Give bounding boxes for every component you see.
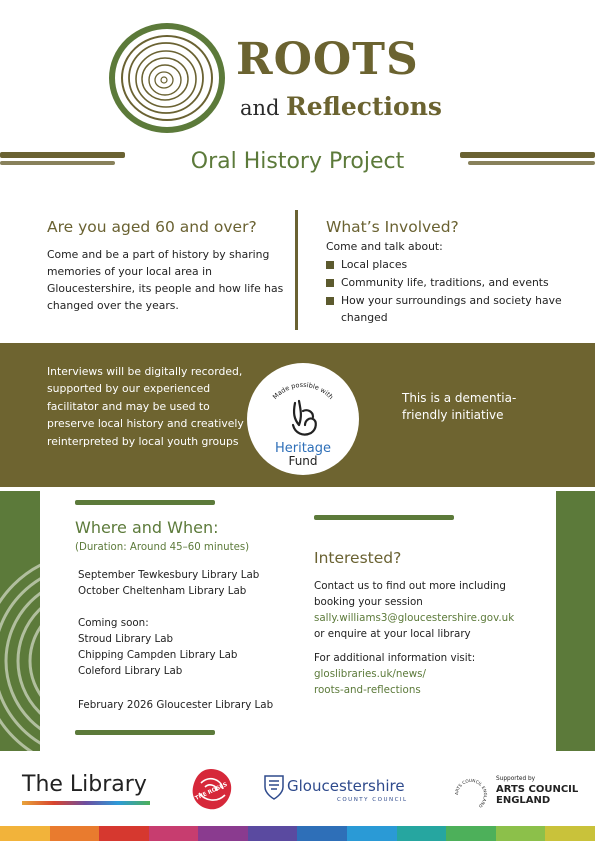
divider-stroke bbox=[314, 515, 454, 520]
rainbow-segment bbox=[446, 826, 496, 841]
bullet-square-icon bbox=[326, 279, 334, 287]
rainbow-segment bbox=[297, 826, 347, 841]
supported-by-text: Supported by bbox=[496, 776, 536, 782]
title-and: and bbox=[240, 96, 280, 120]
interested-heading: Interested? bbox=[314, 549, 402, 567]
arts-council-name: ARTS COUNCIL ENGLAND bbox=[496, 784, 579, 806]
divider-stroke-left-2 bbox=[0, 161, 115, 165]
schedule-line: February 2026 Gloucester Library Lab bbox=[78, 699, 274, 711]
enquire-text: or enquire at your local library bbox=[314, 628, 471, 640]
rainbow-segment bbox=[248, 826, 298, 841]
rainbow-footer-bar bbox=[0, 826, 595, 841]
list-item: Community life, traditions, and events bbox=[326, 274, 576, 291]
the-library-logo: The Library bbox=[22, 772, 147, 797]
email-link[interactable]: sally.williams3@gloucestershire.gov.uk bbox=[314, 612, 515, 624]
svg-text:Made possible with: Made possible with bbox=[271, 380, 335, 402]
contact-block bbox=[314, 578, 549, 698]
url-link-line2[interactable]: roots-and-reflections bbox=[314, 684, 421, 696]
rainbow-segment bbox=[347, 826, 397, 841]
subtitle: Oral History Project bbox=[190, 149, 405, 174]
decorative-rings-left bbox=[0, 491, 40, 751]
heritage-fund-logo bbox=[247, 363, 359, 475]
svg-text:Fund: Fund bbox=[288, 454, 318, 468]
where-heading: Where and When: bbox=[75, 518, 219, 537]
title-reflections: Reflections bbox=[286, 92, 442, 121]
schedule-line: October Cheltenham Library Lab bbox=[78, 585, 247, 597]
bullet-square-icon bbox=[326, 261, 334, 269]
intro-heading: Are you aged 60 and over? bbox=[47, 218, 257, 236]
schedule-line: Coleford Library Lab bbox=[78, 665, 183, 677]
dementia-friendly-text: This is a dementia-friendly initiative bbox=[402, 391, 517, 422]
county-council-text: COUNTY COUNCIL bbox=[337, 797, 408, 803]
tree-rings-logo bbox=[108, 22, 226, 134]
vertical-divider bbox=[295, 210, 298, 330]
svg-text:ARTS COUNCIL ENGLAND: ARTS COUNCIL ENGLAND bbox=[453, 777, 489, 809]
divider-stroke bbox=[75, 730, 215, 735]
decorative-strip-right bbox=[556, 491, 595, 751]
rainbow-segment bbox=[198, 826, 248, 841]
rainbow-segment bbox=[545, 826, 595, 841]
band-text: Interviews will be digitally recorded, supported by our experienced facilitator and may be used to preserve local history and creatively reinterpreted by local youth groups bbox=[47, 365, 244, 448]
duration-text: (Duration: Around 45–60 minutes) bbox=[75, 542, 250, 553]
list-item: Local places bbox=[326, 256, 576, 273]
library-logo-underline bbox=[22, 801, 150, 805]
url-link-line1[interactable]: gloslibraries.uk/news/ bbox=[314, 668, 427, 680]
rainbow-segment bbox=[496, 826, 546, 841]
svg-text:THE ROSES: THE ROSES bbox=[194, 781, 229, 802]
rainbow-segment bbox=[50, 826, 100, 841]
rainbow-segment bbox=[149, 826, 199, 841]
schedule-line: Stroud Library Lab bbox=[78, 633, 174, 645]
arts-council-seal-icon bbox=[452, 776, 490, 814]
coming-soon-label: Coming soon: bbox=[78, 617, 149, 629]
the-roses-logo bbox=[187, 765, 235, 813]
intro-text: Come and be a part of history by sharing memories of your local area in Gloucestershire, its people and how life has changed over the years. bbox=[47, 248, 284, 312]
county-crest-icon bbox=[263, 773, 285, 801]
involved-subheading: Come and talk about: bbox=[326, 240, 443, 253]
divider-stroke-right bbox=[460, 152, 595, 158]
schedule-line: September Tewkesbury Library Lab bbox=[78, 569, 260, 581]
rainbow-segment bbox=[397, 826, 447, 841]
heritage-fund-badge bbox=[247, 363, 359, 475]
divider-stroke bbox=[75, 500, 215, 505]
list-item: How your surroundings and society have changed bbox=[326, 292, 576, 326]
involved-list bbox=[326, 256, 576, 327]
svg-text:Heritage: Heritage bbox=[274, 441, 332, 456]
schedule-line: Chipping Campden Library Lab bbox=[78, 649, 238, 661]
divider-stroke-right-2 bbox=[468, 161, 595, 165]
more-info-text: For additional information visit: bbox=[314, 652, 476, 664]
rainbow-segment bbox=[99, 826, 149, 841]
contact-text: Contact us to find out more including booking your session bbox=[314, 580, 506, 608]
bullet-square-icon bbox=[326, 297, 334, 305]
gloucestershire-logo-text: Gloucestershire bbox=[287, 777, 405, 795]
divider-stroke-left bbox=[0, 152, 125, 158]
involved-heading: What’s Involved? bbox=[326, 218, 459, 236]
title-roots: ROOTS bbox=[236, 34, 419, 85]
rainbow-segment bbox=[0, 826, 50, 841]
